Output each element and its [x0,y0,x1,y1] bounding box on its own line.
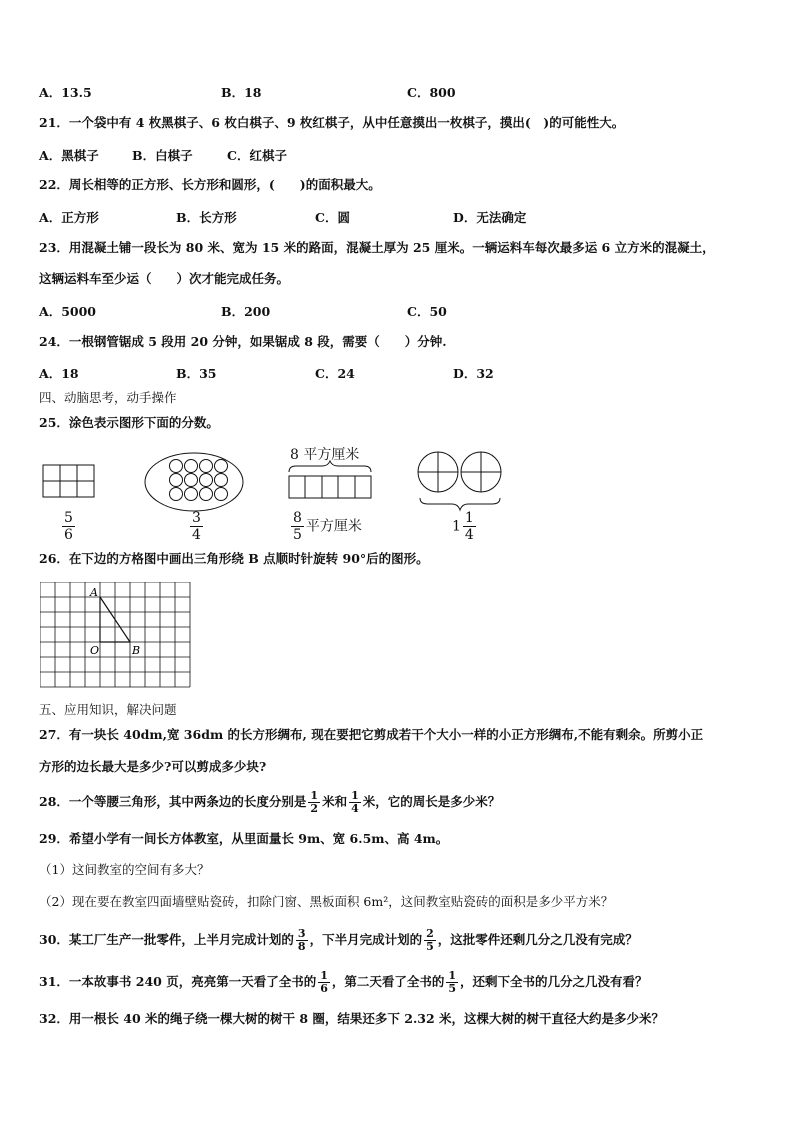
q20-option-a: A．13.5 [39,85,92,100]
q24-option-b: B．35 [176,366,217,381]
q31-mid: ，第二天看了全书的 [331,974,445,989]
q25-caption-2 [188,510,205,543]
q25-caption-3 [289,510,362,543]
q26-label-a: A [90,586,98,599]
q28-f1-den: 2 [310,802,319,815]
q30-text [39,928,638,953]
q27-line1: 27．有一块长 40dm,宽 36dm 的长方形绸布, 现在要把它剪成若干个大小一样的小正方形绸布,不能有剩余。所剪小正 [39,727,704,742]
q30-post: ，这批零件还剩几分之几没有完成？ [437,932,638,947]
q28-f2-den: 4 [351,802,359,815]
q25-cap1-den: 6 [64,527,73,543]
q28-mid: 米和 [322,794,348,809]
q21-option-c: C．红棋子 [227,148,287,163]
q30-pre: 30．某工厂生产一批零件，上半月完成计划的 [39,932,294,947]
q20-option-b: B．18 [221,85,262,100]
q25-cap2-num: 3 [192,510,201,526]
q22-option-b: B．长方形 [176,210,237,225]
q26-text: 26．在下边的方格图中画出三角形绕 B 点顺时针旋转 90°后的图形。 [39,551,429,566]
q25-caption-1 [60,510,77,543]
q24-option-c: C．24 [315,366,355,381]
q30-mid: ，下半月完成计划的 [309,932,423,947]
q25-cap3-unit: 平方厘米 [305,518,362,535]
q20-option-c: C．800 [407,85,456,100]
q28-pre: 28．一个等腰三角形，其中两条边的长度分别是 [39,794,307,809]
section-5-heading: 五、应用知识，解决问题 [39,702,177,717]
q30-f1-den: 8 [297,940,306,953]
q32-text: 32．用一根长 40 米的绳子绕一棵大树的树干 8 圈，结果还多下 2.32 米，这棵大树的树干直径大约是多少米？ [39,1011,665,1026]
q23-option-a: A．5000 [39,304,96,319]
q23-line1: 23．用混凝土铺一段长为 80 米、宽为 15 米的路面，混凝土厚为 25 厘米。一辆运料车每次最多运 6 立方米的混凝土， [39,240,715,255]
q29-text: 29．希望小学有一间长方体教室，从里面量长 9m、宽 6.5m、高 4m。 [39,831,449,846]
q30-f1-num: 3 [297,927,306,940]
q31-f1-num: 1 [320,969,328,982]
q26-label-b: B [132,644,141,657]
q28-text [39,790,500,815]
q25-strip [289,461,371,498]
q21-option-a: A．黑棋子 [39,148,99,163]
q23-line2: 这辆运料车至少运（ ）次才能完成任务。 [39,271,290,286]
q28-f1-num: 1 [310,789,319,802]
q22-option-d: D．无法确定 [453,210,527,225]
q31-f2-num: 1 [448,969,457,982]
q24-text: 24．一根钢管锯成 5 段用 20 分钟，如果锯成 8 段，需要（ ）分钟. [39,334,447,349]
q22-option-a: A．正方形 [39,210,99,225]
q25-cap4-den: 4 [464,527,474,543]
q29-sub2: （2）现在要在教室四面墙壁贴瓷砖，扣除门窗、黑板面积 6m²，这间教室贴瓷砖的面积是多少平方米？ [39,894,614,909]
q25-strip-area-label: 8 平方厘米 [290,447,360,463]
q25-grid-rectangle [43,465,94,497]
q25-text: 25．涂色表示图形下面的分数。 [39,415,219,430]
q25-caption-4 [452,510,478,543]
q22-option-c: C．圆 [315,210,350,225]
q24-option-a: A．18 [39,366,79,381]
q21-option-b: B．白棋子 [132,148,193,163]
q26-label-o: O [90,644,100,657]
q28-post: 米，它的周长是多少米？ [362,794,501,809]
q31-f1-den: 6 [320,982,328,995]
q31-post: ，还剩下全书的几分之几没有看？ [460,974,648,989]
q25-cap1-num: 5 [64,510,73,526]
q25-cap3-num: 8 [293,510,302,526]
q28-f2-num: 1 [351,789,359,802]
q29-sub1: （1）这间教室的空间有多大？ [39,862,210,877]
q23-option-c: C．50 [407,304,447,319]
q25-cap3-den: 5 [293,527,302,543]
q30-f2-den: 5 [426,940,434,953]
q24-option-d: D．32 [453,366,494,381]
q30-f2-num: 2 [426,927,434,940]
section-4-heading: 四、动脑思考，动手操作 [39,390,177,405]
q27-line2: 方形的边长最大是多少?可以剪成多少块? [39,759,267,774]
q31-f2-den: 5 [448,982,457,995]
q22-text: 22．周长相等的正方形、长方形和圆形，( )的面积最大。 [39,177,381,192]
q31-pre: 31．一本故事书 240 页，亮亮第一天看了全书的 [39,974,317,989]
q26-grid [40,582,195,692]
q25-cap4-num: 1 [464,510,474,526]
q25-oval-circles [145,453,243,511]
q21-text: 21．一个袋中有 4 枚黑棋子、6 枚白棋子、9 枚红棋子，从中任意摸出一枚棋子，摸出( )的可能性大。 [39,115,625,130]
q31-text [39,970,648,995]
q23-option-b: B．200 [221,304,271,319]
q25-cap4-whole: 1 [452,518,461,535]
q25-two-circles [418,452,501,510]
q25-figures [0,440,794,540]
q25-cap2-den: 4 [192,527,201,543]
